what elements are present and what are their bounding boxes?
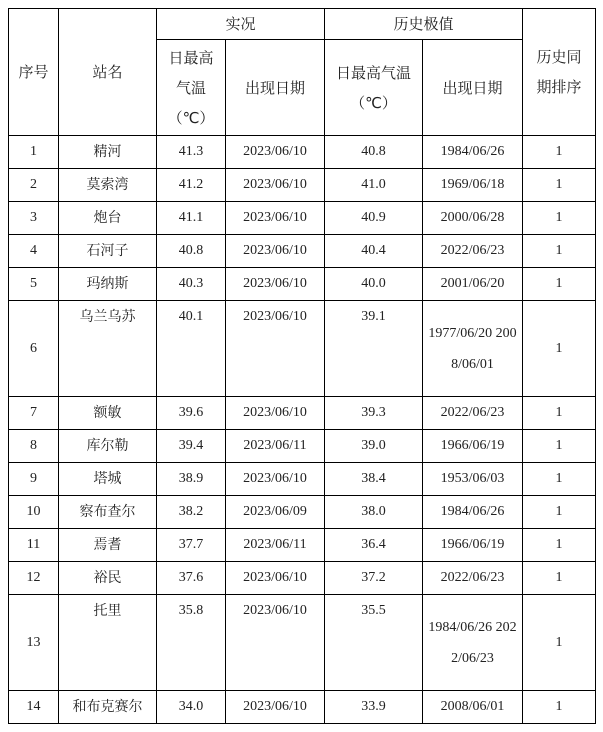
- cell-observed-date: 2023/06/11: [226, 430, 325, 463]
- cell-observed-temp: 38.2: [157, 496, 226, 529]
- cell-observed-date: 2023/06/10: [226, 562, 325, 595]
- table-row: [9, 136, 596, 169]
- cell-observed-temp: 41.3: [157, 136, 226, 169]
- header-observed-group: 实况: [157, 9, 325, 40]
- cell-station: 和布克赛尔: [59, 691, 157, 724]
- cell-history-date: 2008/06/01: [423, 691, 523, 724]
- cell-seq: 6: [9, 301, 59, 397]
- cell-history-date: 1966/06/19: [423, 529, 523, 562]
- cell-history-temp: 37.2: [325, 562, 423, 595]
- cell-rank: 1: [523, 397, 596, 430]
- header-rank: 历史同期排序: [523, 9, 596, 136]
- cell-rank: 1: [523, 268, 596, 301]
- cell-observed-temp: 40.3: [157, 268, 226, 301]
- cell-observed-temp: 41.2: [157, 169, 226, 202]
- cell-history-date: 1984/06/26: [423, 496, 523, 529]
- table-row: [9, 268, 596, 301]
- cell-history-temp: 39.0: [325, 430, 423, 463]
- cell-observed-date: 2023/06/10: [226, 301, 325, 397]
- cell-station: 察布查尔: [59, 496, 157, 529]
- table-row: [9, 496, 596, 529]
- cell-history-temp: 38.0: [325, 496, 423, 529]
- cell-history-temp: 40.9: [325, 202, 423, 235]
- cell-observed-date: 2023/06/10: [226, 169, 325, 202]
- header-station: 站名: [59, 9, 157, 136]
- header-history-date: 出现日期: [423, 40, 523, 136]
- cell-rank: 1: [523, 562, 596, 595]
- cell-history-temp: 38.4: [325, 463, 423, 496]
- cell-rank: 1: [523, 430, 596, 463]
- cell-history-date: 1969/06/18: [423, 169, 523, 202]
- cell-observed-date: 2023/06/09: [226, 496, 325, 529]
- cell-history-date: 1953/06/03: [423, 463, 523, 496]
- cell-history-date: 2001/06/20: [423, 268, 523, 301]
- cell-observed-temp: 39.4: [157, 430, 226, 463]
- cell-station: 额敏: [59, 397, 157, 430]
- cell-history-date: 2000/06/28: [423, 202, 523, 235]
- cell-seq: 10: [9, 496, 59, 529]
- cell-observed-date: 2023/06/10: [226, 268, 325, 301]
- cell-seq: 8: [9, 430, 59, 463]
- cell-observed-date: 2023/06/11: [226, 529, 325, 562]
- table-body: [9, 136, 596, 724]
- table-row: [9, 562, 596, 595]
- table-row: [9, 397, 596, 430]
- table-row: [9, 463, 596, 496]
- cell-rank: 1: [523, 595, 596, 691]
- cell-rank: 1: [523, 169, 596, 202]
- cell-observed-temp: 35.8: [157, 595, 226, 691]
- temperature-record-table: [8, 8, 596, 724]
- table-row: [9, 430, 596, 463]
- cell-history-temp: 40.0: [325, 268, 423, 301]
- cell-rank: 1: [523, 529, 596, 562]
- cell-station: 玛纳斯: [59, 268, 157, 301]
- header-history-max-temp: 日最高气温（℃）: [325, 40, 423, 136]
- cell-history-date: 2022/06/23: [423, 562, 523, 595]
- cell-observed-temp: 38.9: [157, 463, 226, 496]
- cell-station: 裕民: [59, 562, 157, 595]
- cell-station: 塔城: [59, 463, 157, 496]
- cell-history-date: 1977/06/20 2008/06/01: [423, 301, 523, 397]
- table-row: [9, 169, 596, 202]
- cell-rank: 1: [523, 202, 596, 235]
- cell-history-temp: 40.4: [325, 235, 423, 268]
- cell-rank: 1: [523, 496, 596, 529]
- cell-observed-temp: 37.6: [157, 562, 226, 595]
- cell-seq: 1: [9, 136, 59, 169]
- cell-seq: 3: [9, 202, 59, 235]
- cell-history-temp: 39.3: [325, 397, 423, 430]
- cell-observed-date: 2023/06/10: [226, 136, 325, 169]
- cell-observed-temp: 41.1: [157, 202, 226, 235]
- cell-history-date: 2022/06/23: [423, 235, 523, 268]
- cell-observed-temp: 40.8: [157, 235, 226, 268]
- cell-rank: 1: [523, 463, 596, 496]
- cell-observed-temp: 37.7: [157, 529, 226, 562]
- cell-observed-date: 2023/06/10: [226, 463, 325, 496]
- cell-history-date: 1966/06/19: [423, 430, 523, 463]
- cell-rank: 1: [523, 691, 596, 724]
- cell-rank: 1: [523, 235, 596, 268]
- cell-station: 莫索湾: [59, 169, 157, 202]
- header-observed-date: 出现日期: [226, 40, 325, 136]
- cell-seq: 2: [9, 169, 59, 202]
- cell-station: 托里: [59, 595, 157, 691]
- cell-history-temp: 35.5: [325, 595, 423, 691]
- cell-observed-temp: 39.6: [157, 397, 226, 430]
- cell-observed-temp: 40.1: [157, 301, 226, 397]
- cell-history-temp: 39.1: [325, 301, 423, 397]
- cell-seq: 13: [9, 595, 59, 691]
- cell-observed-date: 2023/06/10: [226, 202, 325, 235]
- cell-seq: 11: [9, 529, 59, 562]
- cell-observed-temp: 34.0: [157, 691, 226, 724]
- cell-rank: 1: [523, 301, 596, 397]
- table-row: [9, 529, 596, 562]
- table-row: [9, 235, 596, 268]
- cell-station: 焉耆: [59, 529, 157, 562]
- header-observed-max-temp: 日最高气温（℃）: [157, 40, 226, 136]
- header-history-group: 历史极值: [325, 9, 523, 40]
- cell-seq: 12: [9, 562, 59, 595]
- cell-history-temp: 36.4: [325, 529, 423, 562]
- cell-seq: 5: [9, 268, 59, 301]
- cell-seq: 4: [9, 235, 59, 268]
- cell-seq: 7: [9, 397, 59, 430]
- header-seq: 序号: [9, 9, 59, 136]
- cell-observed-date: 2023/06/10: [226, 595, 325, 691]
- cell-history-date: 1984/06/26 2022/06/23: [423, 595, 523, 691]
- cell-observed-date: 2023/06/10: [226, 691, 325, 724]
- table-row: [9, 691, 596, 724]
- table-row: [9, 595, 596, 691]
- cell-seq: 9: [9, 463, 59, 496]
- cell-station: 库尔勒: [59, 430, 157, 463]
- cell-station: 精河: [59, 136, 157, 169]
- cell-history-temp: 33.9: [325, 691, 423, 724]
- cell-seq: 14: [9, 691, 59, 724]
- cell-observed-date: 2023/06/10: [226, 235, 325, 268]
- cell-station: 乌兰乌苏: [59, 301, 157, 397]
- cell-station: 石河子: [59, 235, 157, 268]
- cell-history-date: 2022/06/23: [423, 397, 523, 430]
- cell-history-temp: 40.8: [325, 136, 423, 169]
- cell-observed-date: 2023/06/10: [226, 397, 325, 430]
- cell-history-date: 1984/06/26: [423, 136, 523, 169]
- table-row: [9, 301, 596, 397]
- cell-history-temp: 41.0: [325, 169, 423, 202]
- cell-station: 炮台: [59, 202, 157, 235]
- cell-rank: 1: [523, 136, 596, 169]
- table-row: [9, 202, 596, 235]
